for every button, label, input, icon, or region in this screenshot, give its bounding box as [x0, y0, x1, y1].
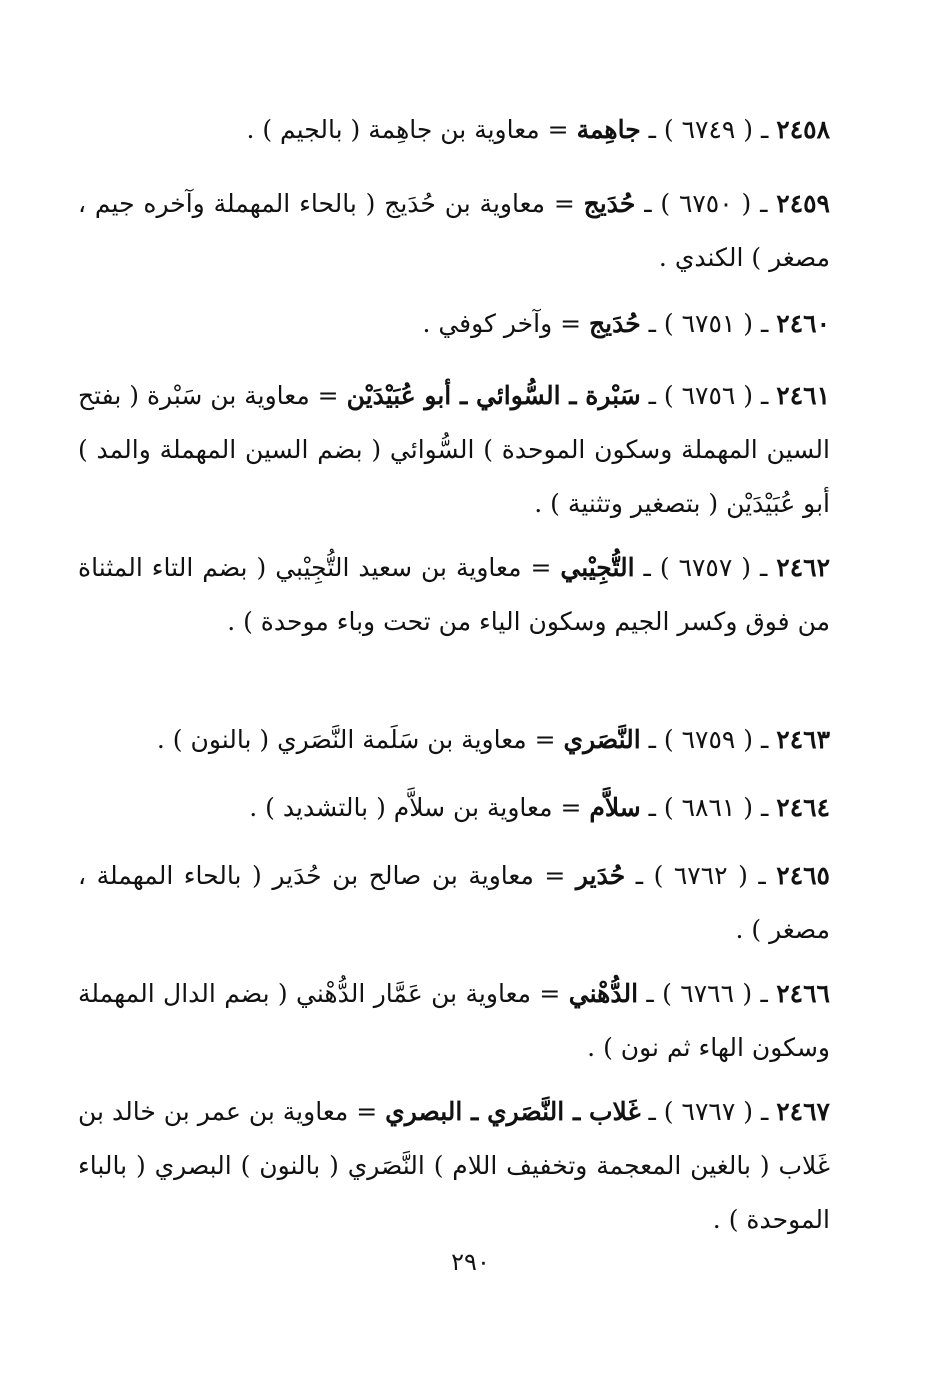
- entry-keyword: حُدَير: [575, 861, 626, 890]
- entry-number: ٢٤٦٥: [776, 861, 830, 890]
- entry-2463: [78, 713, 830, 767]
- entry-keyword: سلاَّم: [589, 793, 641, 822]
- entry-text: = معاوية بن صالح بن حُدَير ( بالحاء المهملة ، مصغر ) .: [78, 861, 830, 944]
- entry-text: = معاوية بن عَمَّار الدُّهْني ( بضم الدال المهملة وسكون الهاء ثم نون ) .: [78, 979, 830, 1062]
- entry-text: = معاوية بن سلاَّم ( بالتشديد ) .: [249, 793, 582, 822]
- entry-number: ٢٤٥٩: [776, 189, 830, 218]
- entry-reference: ـ ( ٦٧٦٢ ) ـ: [635, 861, 766, 890]
- entry-number: ٢٤٦٧: [776, 1097, 830, 1126]
- entry-reference: ـ ( ٦٧٥٩ ) ـ: [648, 725, 769, 754]
- entry-2464: [78, 781, 830, 835]
- entry-keyword: التُّجِيْبي: [560, 553, 635, 582]
- entry-reference: ـ ( ٦٨٦١ ) ـ: [648, 793, 769, 822]
- entry-keyword: الدُّهْني: [568, 979, 639, 1008]
- entry-2467: [78, 1085, 830, 1247]
- entry-text: = معاوية بن حُدَيج ( بالحاء المهملة وآخره جيم ، مصغر ) الكندي .: [78, 189, 830, 272]
- entry-2465: [78, 849, 830, 957]
- entry-reference: ـ ( ٦٧٥٧ ) ـ: [643, 553, 768, 582]
- entry-keyword: جاهِمة: [576, 115, 641, 144]
- entry-number: ٢٤٦١: [776, 381, 830, 410]
- entry-text: = معاوية بن سعيد التُّجِيْبي ( بضم التاء المثناة من فوق وكسر الجيم وسكون الياء من تحت وباء موحدة ) .: [78, 553, 830, 636]
- entry-number: ٢٤٦٣: [776, 725, 830, 754]
- entry-keyword: غَلاب ـ النَّصَري ـ البصري: [385, 1097, 641, 1126]
- entry-text: = معاوية بن جاهِمة ( بالجيم ) .: [246, 115, 569, 144]
- entry-reference: ـ ( ٦٧٥٠ ) ـ: [644, 189, 768, 218]
- entry-2466: [78, 967, 830, 1075]
- entry-number: ٢٤٦٤: [776, 793, 830, 822]
- entry-keyword: سَبْرة ـ السُّوائي ـ أبو عُبَيْدَيْن: [346, 381, 641, 410]
- entry-reference: ـ ( ٦٧٤٩ ) ـ: [648, 115, 769, 144]
- entry-keyword: حُدَيج: [583, 189, 636, 218]
- entry-keyword: حُدَيج: [589, 309, 641, 338]
- page-number: ٢٩٠: [451, 1248, 490, 1276]
- entry-reference: ـ ( ٦٧٦٧ ) ـ: [648, 1097, 769, 1126]
- entry-keyword: النَّصَري: [563, 725, 641, 754]
- entry-2462: [78, 541, 830, 649]
- entry-2459: [78, 177, 830, 285]
- entry-number: ٢٤٦٦: [776, 979, 830, 1008]
- entry-reference: ـ ( ٦٧٥١ ) ـ: [648, 309, 769, 338]
- entry-2458: [78, 103, 830, 157]
- entry-text: = وآخر كوفي .: [422, 309, 582, 338]
- entry-2461: [78, 369, 830, 531]
- entry-number: ٢٤٥٨: [776, 115, 830, 144]
- entry-text: = معاوية بن عمر بن خالد بن غَلاب ( بالغين المعجمة وتخفيف اللام ) النَّصَري ( بالنون ) البصري ( بالباء الموحدة ) .: [78, 1097, 830, 1234]
- entry-number: ٢٤٦٢: [776, 553, 831, 582]
- entry-text: = معاوية بن سَلَمة النَّصَري ( بالنون ) .: [156, 725, 556, 754]
- entry-reference: ـ ( ٦٧٥٦ ) ـ: [648, 381, 769, 410]
- entry-text: = معاوية بن سَبْرة ( بفتح السين المهملة وسكون الموحدة ) السُّوائي ( بضم السين المهملة والمد ) أبو عُبَيْدَيْن ( بتصغير وتثنية ) .: [78, 381, 830, 518]
- entry-number: ٢٤٦٠: [776, 309, 830, 338]
- entry-reference: ـ ( ٦٧٦٦ ) ـ: [646, 979, 768, 1008]
- entry-2460: [78, 297, 830, 351]
